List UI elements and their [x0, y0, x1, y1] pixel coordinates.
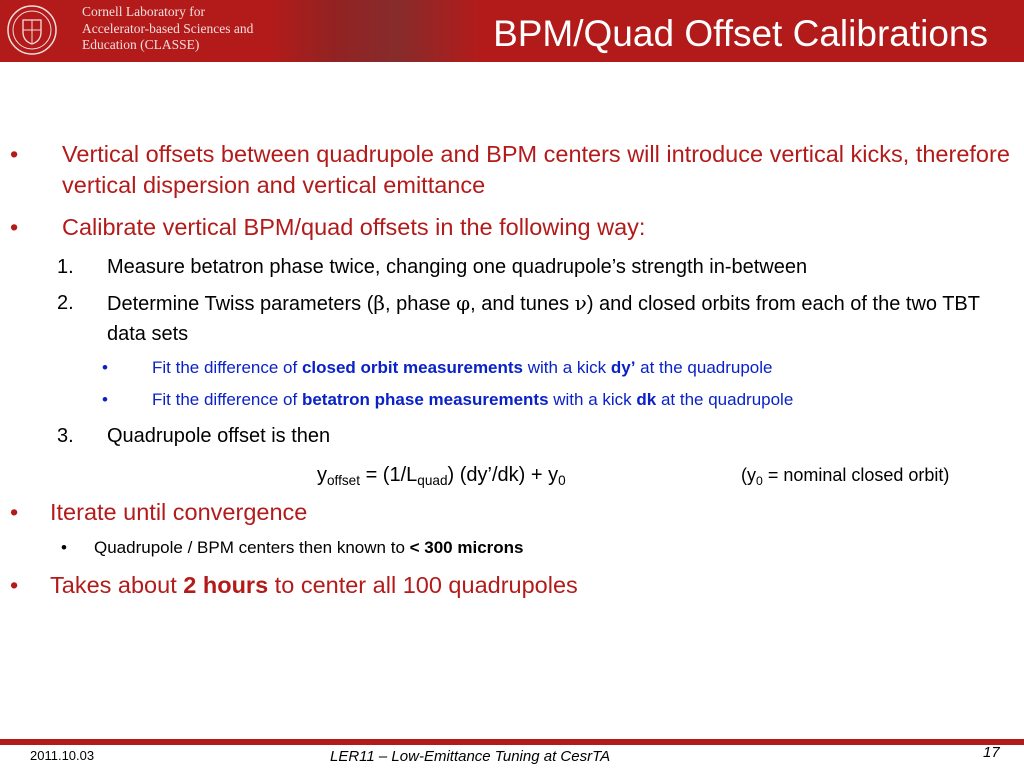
bullet-text-post: to center all 100 quadrupoles — [268, 572, 578, 598]
bullet-text-bold: 2 hours — [183, 572, 269, 598]
step-text-pre: Determine Twiss parameters ( — [107, 293, 374, 315]
note-sub: 0 — [756, 474, 763, 488]
sub-text-post: at the quadrupole — [635, 358, 773, 377]
bullet-calibrate — [10, 212, 1017, 243]
note-open: (y — [741, 465, 756, 485]
sub-text-mid: with a kick — [548, 390, 637, 409]
bullet-text-pre: Takes about — [50, 572, 184, 598]
sub-text-post: at the quadrupole — [656, 390, 794, 409]
sub-text-bold: < 300 microns — [409, 538, 524, 557]
step-3 — [57, 421, 1012, 451]
step-2 — [57, 288, 1012, 349]
bullet-vertical-offsets — [10, 139, 1017, 201]
step-text: Measure betatron phase twice, changing one quadrupole’s strength in-between — [107, 256, 808, 278]
sub-bullet-closed-orbit — [102, 355, 1017, 381]
sub-bullet-centers-known — [61, 535, 524, 561]
footer-divider — [0, 739, 1024, 745]
sub-text-pre: Quadrupole / BPM centers then known to — [94, 538, 410, 557]
sub-text-bold: closed orbit measurements — [301, 358, 524, 377]
formula-sub-offset: offset — [327, 473, 361, 488]
sub-text-bold-2: dy’ — [610, 358, 636, 377]
org-line-1: Cornell Laboratory for — [82, 4, 205, 19]
bullet-marker: • — [10, 572, 19, 598]
bullet-text: Iterate until convergence — [50, 499, 308, 525]
bullet-text: Calibrate vertical BPM/quad offsets in the following way: — [62, 214, 646, 240]
formula-eq: = (1/L — [360, 464, 418, 486]
nu-symbol: ν — [574, 291, 587, 315]
bullet-marker: • — [61, 538, 67, 557]
bullet-iterate — [10, 497, 308, 528]
formula-sub-zero: 0 — [558, 473, 566, 488]
org-line-2: Accelerator-based Sciences and — [82, 20, 254, 36]
formula-y: y — [317, 464, 327, 486]
beta-symbol: β — [373, 291, 385, 315]
footer-event: LER11 – Low-Emittance Tuning at CesrTA — [330, 748, 611, 765]
slide-title: BPM/Quad Offset Calibrations — [493, 13, 988, 54]
bullet-marker: • — [102, 390, 108, 409]
step-1 — [57, 252, 1012, 282]
step-number: 3. — [57, 425, 74, 447]
org-name — [82, 4, 253, 54]
cornell-seal-icon — [6, 4, 58, 56]
step-text-mid2: , and tunes — [470, 293, 575, 315]
sub-text-mid: with a kick — [523, 358, 611, 377]
step-text-mid1: , phase — [384, 293, 457, 315]
sub-bullet-phase — [102, 387, 1017, 413]
offset-formula — [317, 460, 566, 490]
org-line-3: Education (CLASSE) — [82, 37, 200, 52]
bullet-text: Vertical offsets between quadrupole and BPM centers will introduce vertical kicks, therefore vertical dispersion and vertical emittance — [62, 141, 1010, 198]
page-number: 17 — [983, 744, 1000, 761]
step-text: Quadrupole offset is then — [107, 425, 331, 447]
step-number: 2. — [57, 292, 74, 314]
bullet-marker: • — [10, 214, 19, 240]
header-photo-strip — [270, 0, 480, 62]
sub-text-pre: Fit the difference of — [152, 358, 302, 377]
footer-date: 2011.10.03 — [30, 748, 95, 763]
step-number: 1. — [57, 256, 74, 278]
formula-sub-quad: quad — [417, 473, 448, 488]
sub-text-bold-2: dk — [636, 390, 657, 409]
sub-text-pre: Fit the difference of — [152, 390, 302, 409]
step-text-post: ) and closed orbits from each of the two TBT data sets — [107, 293, 980, 345]
note-rest: = nominal closed orbit) — [762, 465, 950, 485]
sub-text-bold: betatron phase measurements — [301, 390, 549, 409]
header-bar — [0, 0, 1024, 62]
phi-symbol: φ — [456, 291, 471, 315]
bullet-two-hours — [10, 570, 578, 601]
bullet-marker: • — [10, 499, 19, 525]
bullet-marker: • — [10, 141, 19, 167]
bullet-marker: • — [102, 358, 108, 377]
nominal-orbit-note — [741, 461, 949, 489]
formula-rest: ) (dy’/dk) + y — [447, 464, 559, 486]
